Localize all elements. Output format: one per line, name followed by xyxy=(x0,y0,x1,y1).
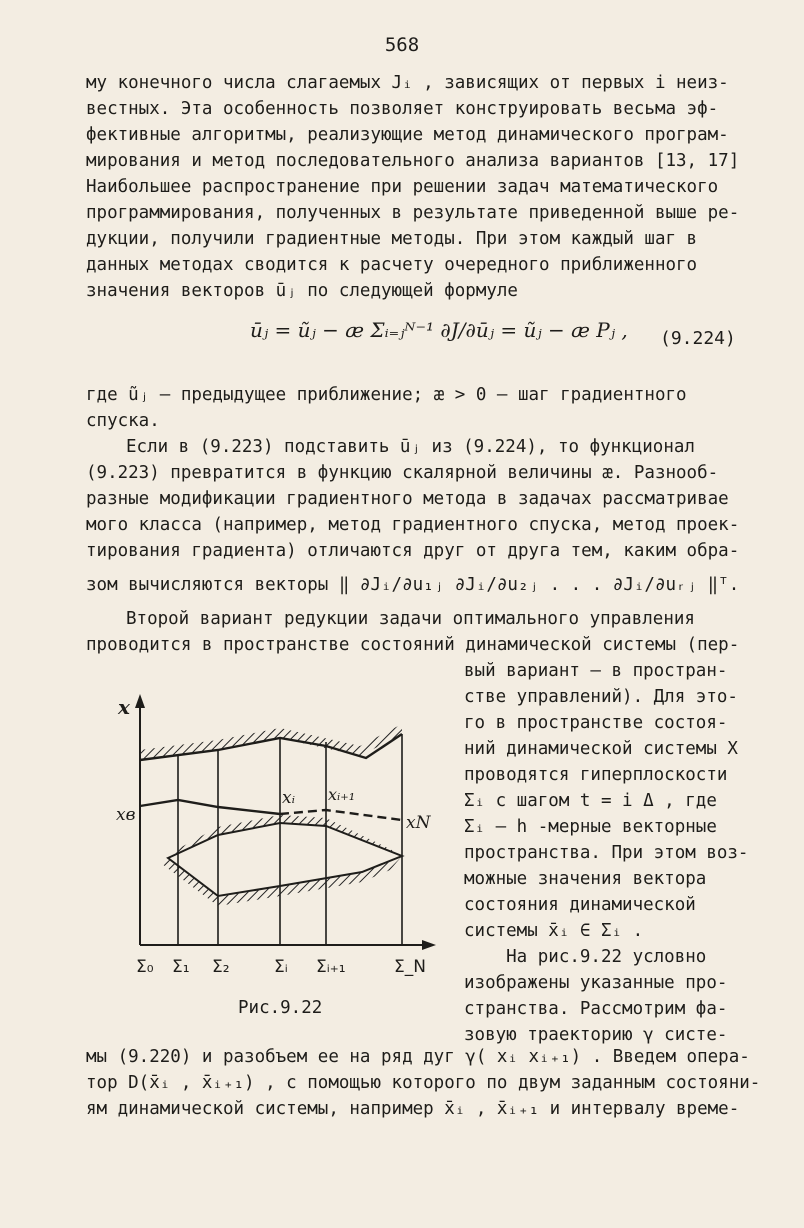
text-line: тирования градиента) отличаются друг от друга тем, каким обра- xyxy=(86,541,740,561)
paragraph-1 xyxy=(86,70,738,304)
text-line: проводится в пространстве состояний динамической системы (пер- xyxy=(86,635,740,655)
text-line: На рис.9.22 условно xyxy=(464,947,707,967)
equation-number: (9.224) xyxy=(660,328,736,349)
xi-label: xᵢ xyxy=(282,788,296,808)
text-line: состояния динамической xyxy=(464,895,696,915)
text-line: значения векторов ūⱼ по следующей формуле xyxy=(86,281,518,301)
trajectory-solid xyxy=(140,800,280,814)
text-line: го в пространстве состоя- xyxy=(464,713,728,733)
text-line: зом вычисляются векторы ‖ ∂Jᵢ/∂u₁ⱼ ∂Jᵢ/∂u₂ⱼ . . . ∂Jᵢ/∂uᵣⱼ ‖ᵀ. xyxy=(86,575,740,595)
sigma-n-label: Σ_N xyxy=(394,957,426,977)
sigma-0-label: Σ₀ xyxy=(136,957,154,977)
figure-9-22 xyxy=(110,690,450,990)
phase-space-diagram xyxy=(110,690,450,990)
x-axis-arrow xyxy=(422,940,436,950)
reachable-region-bottom-hatch xyxy=(162,856,402,906)
text-line: системы x̄ᵢ ∈ Σᵢ . xyxy=(464,921,644,941)
text-line: можные значения вектора xyxy=(464,869,707,889)
text-line: стве управлений). Для это- xyxy=(464,687,738,707)
text-line: мирования и метод последовательного анализа вариантов [13, 17] xyxy=(86,151,740,171)
text-line: мого класса (например, метод градиентного спуска, метод проек- xyxy=(86,515,740,535)
text-line: фективные алгоритмы, реализующие метод динамического програм- xyxy=(86,125,729,145)
paragraph-2 xyxy=(86,382,738,434)
text-line: мы (9.220) и разобъем ее на ряд дуг γ( xᵢ xᵢ₊₁) . Введем опера- xyxy=(86,1047,750,1067)
text-line: программирования, полученных в результате приведенной выше ре- xyxy=(86,203,740,223)
sigma-2-label: Σ₂ xyxy=(212,957,230,977)
text-line: Если в (9.223) подставить ūⱼ из (9.224), то функционал xyxy=(126,437,695,457)
text-line: Σᵢ – h -мерные векторные xyxy=(464,817,717,837)
text-line: странства. Рассмотрим фа- xyxy=(464,999,728,1019)
xn-label: xN xyxy=(406,813,431,833)
text-line: зовую траекторию γ систе- xyxy=(464,1025,728,1045)
text-line: (9.223) превратится в функцию скалярной величины æ. Разнооб- xyxy=(86,463,719,483)
text-line: изображены указанные про- xyxy=(464,973,728,993)
page-number: 568 xyxy=(384,34,420,56)
right-column-text xyxy=(464,658,764,1048)
text-line: спуска. xyxy=(86,411,160,431)
text-line: данных методах сводится к расчету очередного приближенного xyxy=(86,255,698,275)
paragraph-3 xyxy=(86,434,738,598)
text-line: вый вариант – в простран- xyxy=(464,661,728,681)
bottom-paragraph xyxy=(86,1044,761,1122)
text-line: где ũⱼ – предыдущее приближение; æ > 0 – шаг градиентного xyxy=(86,385,687,405)
text-line: дукции, получили градиентные методы. При этом каждый шаг в xyxy=(86,229,698,249)
text-line: му конечного числа слагаемых Jᵢ , зависящих от первых i неиз- xyxy=(86,73,729,93)
y-axis-label: x xyxy=(118,695,130,719)
text-line: Σᵢ с шагом t = i Δ , где xyxy=(464,791,717,811)
text-line: тор D(x̄ᵢ , x̄ᵢ₊₁) , с помощью которого по двум заданным состояни- xyxy=(86,1073,761,1093)
xi1-label: xᵢ₊₁ xyxy=(328,785,356,804)
text-line: вестных. Эта особенность позволяет конструировать весьма эф- xyxy=(86,99,719,119)
text-line: Второй вариант редукции задачи оптимального управления xyxy=(126,609,695,629)
text-line: ний динамической системы X xyxy=(464,739,738,759)
formula-9-224: ūⱼ = ũⱼ − æ Σᵢ₌ⱼᴺ⁻¹ ∂J/∂ūⱼ = ũⱼ − æ Pⱼ , xyxy=(250,318,628,342)
text-line: пространства. При этом воз- xyxy=(464,843,749,863)
sigma-i1-label: Σᵢ₊₁ xyxy=(316,957,346,977)
text-line: разные модификации градиентного метода в задачах рассматривае xyxy=(86,489,729,509)
reachable-region-top-hatch xyxy=(168,815,402,858)
sigma-i-label: Σᵢ xyxy=(274,957,288,977)
paragraph-4 xyxy=(86,606,738,658)
text-line: Наибольшее распространение при решении задач математического xyxy=(86,177,719,197)
figure-caption: Рис.9.22 xyxy=(238,998,323,1018)
y-axis-arrow xyxy=(135,694,145,708)
x0-label: xв xyxy=(116,805,136,825)
sigma-1-label: Σ₁ xyxy=(172,957,190,977)
text-line: проводятся гиперплоскости xyxy=(464,765,728,785)
text-line: ям динамической системы, например x̄ᵢ , x̄ᵢ₊₁ и интервалу време- xyxy=(86,1099,740,1119)
